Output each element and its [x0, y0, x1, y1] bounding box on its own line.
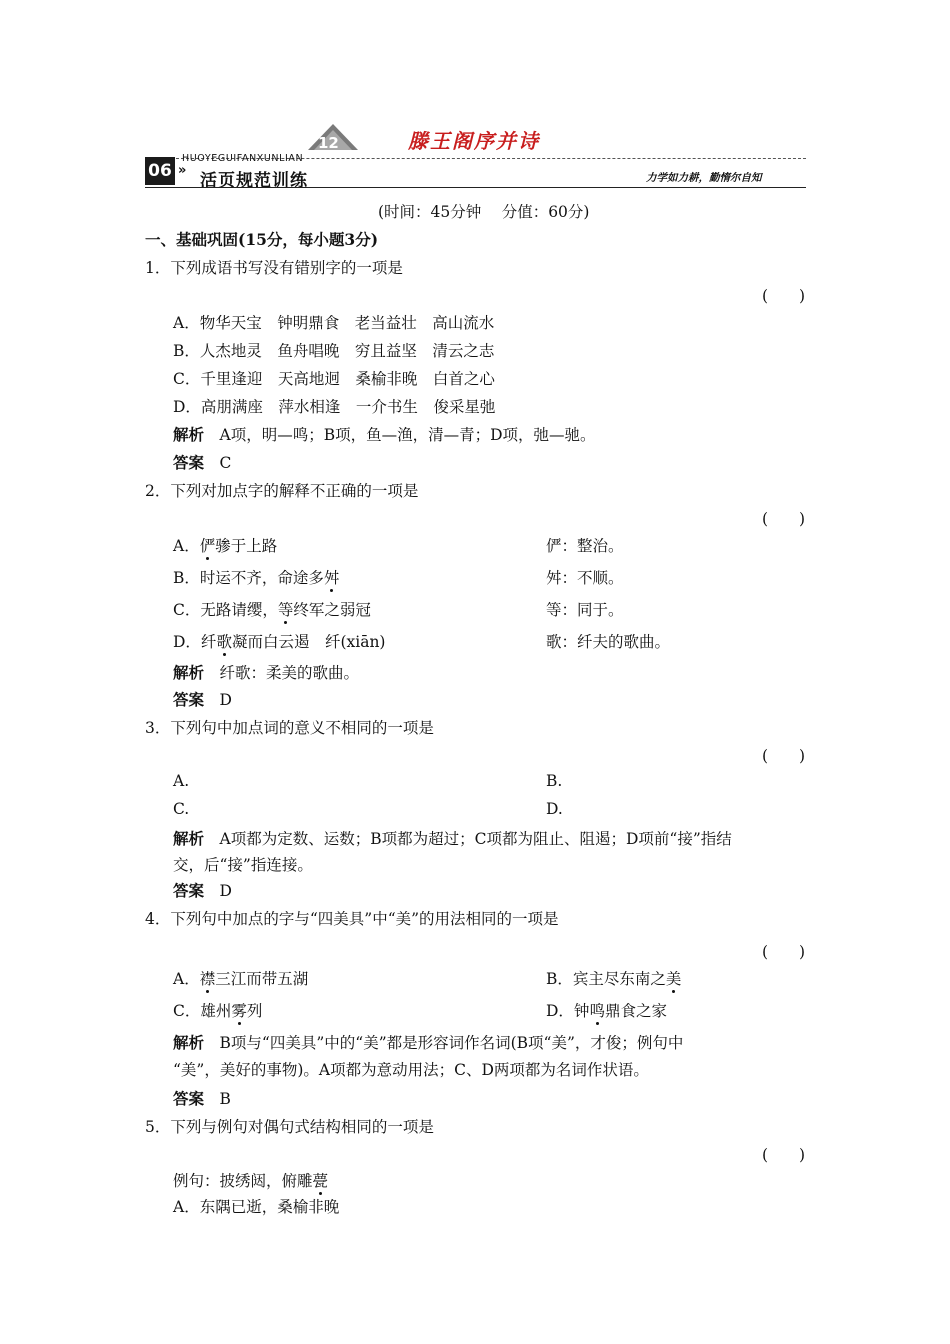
answer: [173, 1087, 231, 1109]
part-heading: 一、基础巩固(15分，每小题3分): [145, 230, 379, 249]
option-d: D.: [546, 800, 563, 818]
analysis: [173, 827, 732, 849]
option-d: [546, 999, 667, 1021]
option-b: [173, 566, 339, 588]
answer-paren: ( ): [762, 943, 806, 961]
analysis-cont: 交，后“接”指连接。: [173, 856, 313, 874]
analysis-text: 纤歌：柔美的歌曲。: [219, 664, 360, 682]
option-a: [173, 534, 277, 556]
option-text: A．: [173, 970, 200, 988]
option-text: 鼎食之家: [604, 1002, 667, 1020]
option-text: 列: [246, 1002, 263, 1020]
option-text: 终军之弱冠: [293, 601, 371, 619]
example-text: 例句：披绣闼，俯雕: [173, 1172, 313, 1190]
dotted-char: 舛: [323, 569, 340, 587]
option-d-explanation: 歌：纤夫的歌曲。: [546, 633, 671, 651]
answer-label: 答案: [173, 881, 205, 900]
question-stem: 2．下列对加点字的解释不正确的一项是: [145, 482, 419, 500]
analysis: [173, 661, 359, 683]
dotted-char: 襟: [199, 970, 216, 988]
answer-paren: ( ): [762, 747, 806, 765]
dotted-char: 等: [277, 601, 294, 619]
option-text: B．时运不齐，命途多: [173, 569, 324, 587]
analysis-text: A项都为定数、运数；B项都为超过；C项都为阻止、阻遏；D项前“接”指结: [219, 830, 732, 848]
dotted-char: 俨: [199, 537, 216, 555]
question-stem: 4．下列句中加点的字与“四美具”中“美”的用法相同的一项是: [145, 910, 559, 928]
option-a: [173, 967, 308, 989]
option-text: 凝而白云遏 纤(xiān): [231, 633, 386, 651]
option-c: [173, 999, 262, 1021]
option-a: A．东隅已逝，桑榆非晚: [173, 1198, 340, 1216]
answer-label: 答案: [173, 453, 205, 472]
dotted-char: 歌: [216, 633, 232, 651]
dotted-char: 甍: [312, 1172, 329, 1190]
section-name: 活页规范训练: [200, 171, 308, 191]
answer-label: 答案: [173, 690, 205, 709]
answer: [173, 879, 232, 901]
answer-value: C: [219, 454, 232, 472]
answer-paren: ( ): [762, 510, 806, 528]
analysis-text: B项与“四美具”中的“美”都是形容词作名词(B项“美”，才俊；例句中: [219, 1034, 684, 1052]
answer-paren: ( ): [762, 287, 806, 305]
answer-value: B: [219, 1090, 231, 1108]
section-code: 06: [145, 157, 175, 185]
chevron-right-icon: »: [178, 163, 187, 178]
answer: [173, 688, 232, 710]
option-text: 三江而带五湖: [215, 970, 309, 988]
option-a: A．物华天宝 钟明鼎食 老当益壮 高山流水: [173, 314, 495, 332]
section-pinyin: HUOYEGUIFANXUNLIAN: [182, 153, 304, 164]
lesson-badge-number: 12: [318, 134, 339, 152]
answer-paren: ( ): [762, 1146, 806, 1164]
option-text: B．宾主尽东南之: [546, 970, 666, 988]
analysis-text: A项，明—鸣；B项，鱼—渔，清—青；D项，弛—驰。: [219, 426, 596, 444]
analysis: [173, 1031, 683, 1053]
option-c: C.: [173, 800, 190, 818]
answer-value: D: [219, 882, 232, 900]
question-stem: 1．下列成语书写没有错别字的一项是: [145, 259, 403, 277]
header-rule: [145, 187, 806, 188]
option-b: B.: [546, 772, 563, 790]
analysis-label: 解析: [173, 425, 205, 444]
option-c: [173, 598, 371, 620]
dotted-char: 美: [665, 970, 682, 988]
option-text: D．纤: [173, 633, 217, 651]
option-text: C．无路请缨，: [173, 601, 278, 619]
answer-label: 答案: [173, 1089, 205, 1108]
answer: [173, 451, 231, 473]
time-score-info: (时间：45分钟 分值：60分): [378, 203, 590, 221]
option-d: D．高朋满座 萍水相逢 一介书生 俊采星弛: [173, 398, 496, 416]
option-text: 骖于上路: [215, 537, 278, 555]
option-text: C．雄州: [173, 1002, 232, 1020]
analysis-label: 解析: [173, 663, 205, 682]
dotted-char: 雾: [231, 1002, 247, 1020]
analysis: [173, 423, 596, 445]
analysis-label: 解析: [173, 1033, 205, 1052]
option-text: A．: [173, 537, 200, 555]
analysis-label: 解析: [173, 829, 205, 848]
analysis-cont: “美”，美好的事物)。A项都为意动用法；C、D两项都为名词作状语。: [173, 1061, 649, 1079]
option-a-explanation: 俨：整治。: [546, 537, 624, 555]
page-title: 滕王阁序并诗: [408, 129, 540, 153]
example-sentence: [173, 1169, 328, 1191]
option-b-explanation: 舛：不顺。: [546, 569, 624, 587]
answer-value: D: [219, 691, 232, 709]
question-stem: 3．下列句中加点词的意义不相同的一项是: [145, 719, 434, 737]
question-stem: 5．下列与例句对偶句式结构相同的一项是: [145, 1118, 434, 1136]
option-c-explanation: 等：同于。: [546, 601, 624, 619]
option-c: C．千里逢迎 天高地迥 桑榆非晚 白首之心: [173, 370, 495, 388]
option-text: D．钟: [546, 1002, 590, 1020]
dotted-char: 鸣: [589, 1002, 605, 1020]
option-a: A.: [173, 772, 190, 790]
header-motto: 力学如力耕，勤惰尔自知: [646, 172, 762, 184]
option-d: [173, 630, 385, 652]
option-b: B．人杰地灵 鱼舟唱晚 穷且益坚 清云之志: [173, 342, 495, 360]
option-b: [546, 967, 681, 989]
